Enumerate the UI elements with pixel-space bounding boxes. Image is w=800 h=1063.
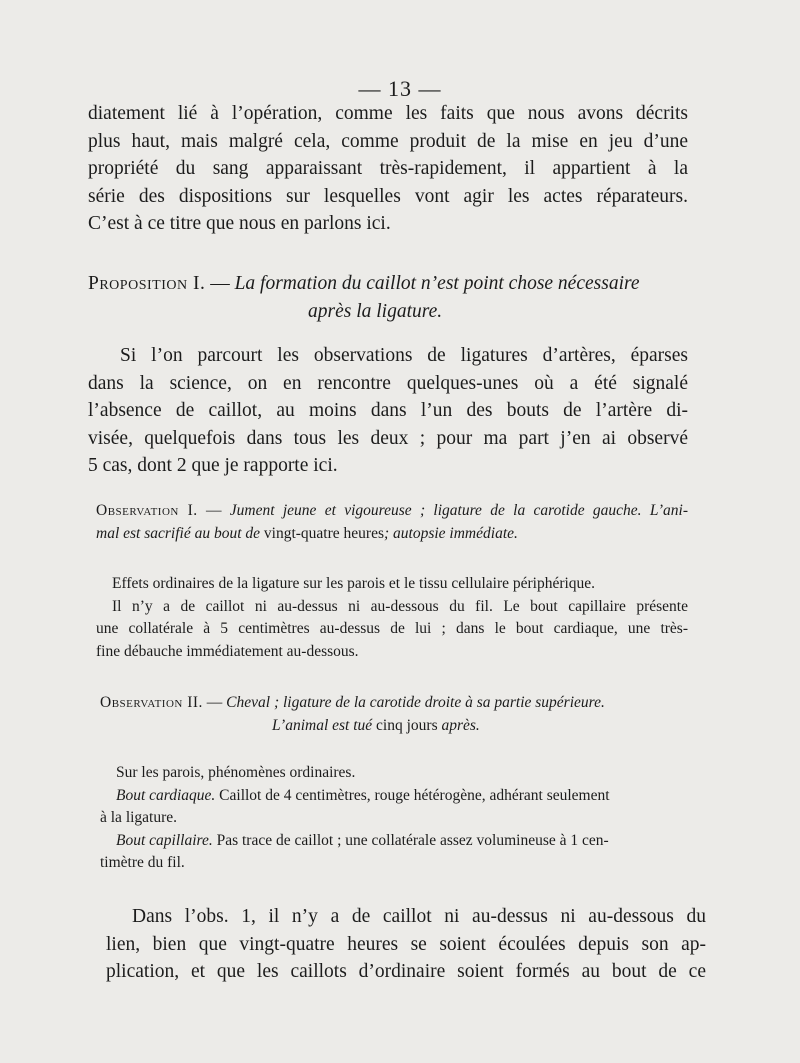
paragraph-continuation	[88, 100, 688, 238]
observation-dash: —	[202, 694, 227, 711]
page-number: — 13 —	[358, 76, 442, 101]
text-line: lien, bien que vingt-quatre heures se soient écoulées depuis son ap-	[106, 933, 706, 955]
text-line: dans la science, on en rencontre quelques-unes où a été signalé	[88, 372, 688, 394]
observation-duration: cinq jours	[376, 716, 438, 734]
observation-2-body	[100, 762, 690, 875]
text-line: à la ligature.	[100, 809, 178, 826]
text-line: diatement lié à l’opération, comme les faits que nous avons décrits	[88, 103, 688, 124]
observation-dash: —	[197, 502, 230, 519]
text-line: timètre du fil.	[100, 854, 185, 871]
text-line: une collatérale à 5 centimètres au-dessus de lui ; dans le bout cardiaque, une très-	[96, 620, 688, 637]
text-line: Dans l’obs. 1, il n’y a de caillot ni au-dessus ni au-dessous du	[132, 906, 706, 927]
observation-label: Observation II.	[100, 694, 203, 711]
observation-duration: vingt-quatre heures	[263, 524, 384, 542]
text-line: Si l’on parcourt les observations de ligatures d’artères, éparses	[120, 345, 688, 366]
proposition-dash: —	[205, 273, 235, 294]
text-line: Pas trace de caillot ; une collatérale assez volumineuse à 1 cen-	[212, 831, 609, 849]
text-line: visée, quelquefois dans tous les deux ; pour ma part j’en ai observé	[88, 427, 688, 449]
paragraph-analysis	[106, 903, 706, 986]
text-line: Effets ordinaires de la ligature sur les parois et le tissu cellulaire périphérique.	[112, 575, 596, 592]
observation-summary-end: ; autopsie immédiate.	[384, 524, 518, 542]
proposition-heading	[88, 270, 688, 325]
bout-capillaire-label: Bout capillaire.	[116, 831, 213, 849]
text-line: l’absence de caillot, au moins dans l’un des bouts de l’artère di-	[88, 400, 688, 421]
observation-2-heading	[100, 692, 690, 737]
text-line: Il n’y a de caillot ni au-dessus ni au-dessous du fil. Le bout capillaire présente	[112, 597, 688, 615]
observation-summary-cont: mal est sacrifié au bout de	[96, 524, 264, 542]
proposition-statement-cont: après la ligature.	[308, 300, 443, 322]
text-line: 5 cas, dont 2 que je rapporte ici.	[88, 455, 338, 476]
observation-1-body	[96, 573, 688, 663]
text-line: Sur les parois, phénomènes ordinaires.	[116, 764, 356, 781]
text-line: série des dispositions sur lesquelles vont agir les actes réparateurs.	[88, 185, 688, 207]
observation-label: Observation I.	[96, 502, 198, 519]
text-line: propriété du sang apparaissant très-rapidement, il appartient à la	[88, 158, 688, 179]
text-line: plication, et que les caillots d’ordinaire soient formés au bout de ce	[106, 961, 706, 982]
bout-cardiaque-label: Bout cardiaque.	[116, 786, 216, 804]
text-line: fine débauche immédiatement au-dessous.	[96, 642, 359, 660]
text-line: plus haut, mais malgré cela, comme produit de la mise en jeu d’une	[88, 130, 688, 152]
text-line: Caillot de 4 centimètres, rouge hétérogène, adhérant seulement	[215, 786, 610, 804]
observation-1-heading	[96, 500, 688, 545]
paragraph-ligatures	[88, 342, 688, 480]
proposition-label: Proposition I.	[88, 273, 206, 294]
text-line: C’est à ce titre que nous en parlons ici.	[88, 213, 391, 234]
observation-summary-cont: L’animal est tué	[272, 716, 377, 734]
observation-summary: Jument jeune et vigoureuse ; ligature de la carotide gauche. L’ani-	[229, 502, 688, 519]
proposition-statement: La formation du caillot n’est point chose nécessaire	[234, 273, 640, 294]
observation-summary-end: après.	[437, 716, 480, 734]
observation-summary: Cheval ; ligature de la carotide droite à sa partie supérieure.	[226, 694, 605, 711]
